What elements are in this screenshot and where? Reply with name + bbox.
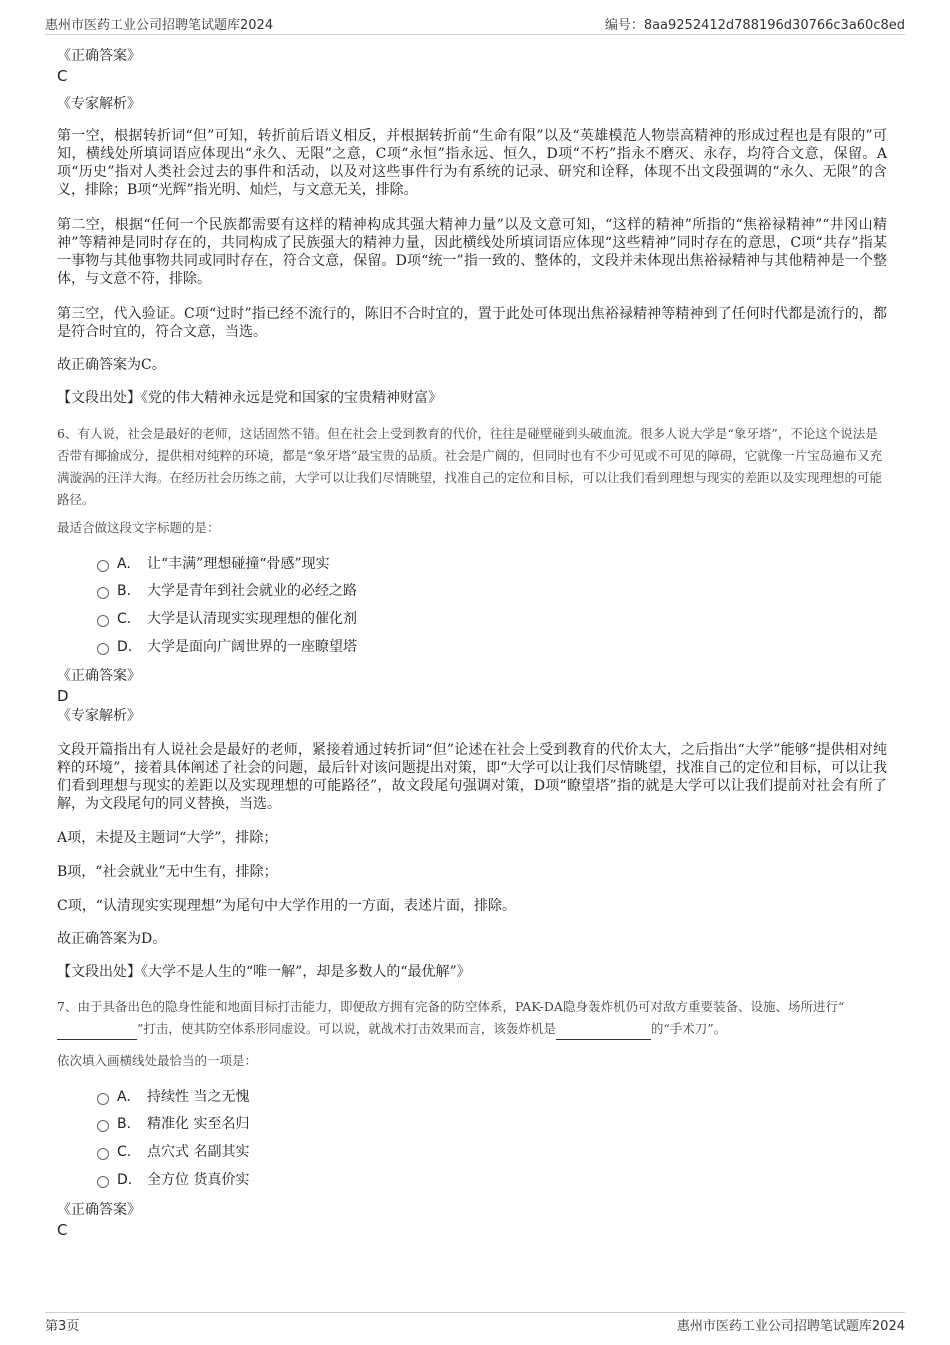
radio-icon[interactable]	[97, 1176, 109, 1188]
option-key: D.	[117, 1172, 133, 1188]
option-a[interactable]	[97, 1087, 249, 1109]
answer-label: 《正确答案》	[57, 48, 141, 64]
radio-icon[interactable]	[97, 1093, 109, 1105]
footer-title: 惠州市医药工业公司招聘笔试题库2024	[676, 1319, 905, 1334]
conclusion: 故正确答案为C。	[57, 357, 166, 373]
option-text: 持续性 当之无愧	[147, 1089, 250, 1105]
option-key: B.	[117, 1116, 132, 1132]
conclusion: 故正确答案为D。	[57, 931, 167, 947]
option-key: A.	[117, 556, 131, 572]
option-key: D.	[117, 639, 133, 655]
question-prompt: 依次填入画横线处最恰当的一项是：	[57, 1053, 258, 1068]
option-b[interactable]	[97, 1114, 249, 1136]
option-text: 大学是青年到社会就业的必经之路	[147, 583, 357, 599]
radio-icon[interactable]	[97, 587, 109, 599]
option-b[interactable]	[97, 581, 357, 603]
option-key: C.	[117, 1144, 132, 1160]
answer-value: C	[57, 1221, 68, 1239]
radio-icon[interactable]	[97, 1120, 109, 1132]
radio-icon[interactable]	[97, 560, 109, 572]
analysis-paragraph: 文段开篇指出有人说社会是最好的老师，紧接着通过转折词“但”论述在社会上受到教育的代价太大，之后指出“大学”能够“提供相对纯粹的环境”，接着具体阐述了社会的问题，最后针对该问题提出对策，即“大学可以让我们尽情眺望，找准自己的定位和目标，可以让我们看到理想与现实的差距以及实现理想的可能路径”，故文段尾句强调对策，D项“瞭望塔”指的就是大学可以让我们提前对社会有所了解，为文段尾句的同义替换，当选。	[57, 742, 887, 812]
page-number: 第3页	[45, 1319, 80, 1334]
option-text: 大学是认清现实实现理想的催化剂	[147, 611, 357, 627]
option-text: 大学是面向广阔世界的一座瞭望塔	[147, 639, 357, 655]
option-d[interactable]	[97, 1170, 249, 1192]
question-text	[57, 996, 887, 1040]
option-key: B.	[117, 583, 132, 599]
analysis-paragraph: B项，“社会就业”无中生有，排除；	[57, 864, 278, 880]
analysis-paragraph: 第一空，根据转折词“但”可知，转折前后语义相反，并根据转折前“生命有限”以及“英雄模范人物崇高精神的形成过程也是有限的”可知，横线处所填词语应体现出“永久、无限”之意，C项“永恒”指永远、恒久，D项“不朽”指永不磨灭、永存，均符合文意，保留。A项“历史”指对人类社会过去的事件和活动，以及对这些事件行为有系统的记录、研究和诠释，体现不出文段强调的“永久、无限”的含义，排除；B项“光辉”指光明、灿烂，与文意无关，排除。	[57, 128, 887, 198]
radio-icon[interactable]	[97, 643, 109, 655]
answer-value: C	[57, 67, 68, 85]
question-text: 6、有人说，社会是最好的老师，这话固然不错。但在社会上受到教育的代价，往往是碰壁碰到头破血流。很多人说大学是“象牙塔”，不论这个说法是否带有揶揄成分，提供相对纯粹的环境，都是“象牙塔”最宝贵的品质。社会是广阔的，但同时也有不少可见或不可见的障碍，它就像一片宝岛遍布又充满漩涡的汪洋大海。在经历社会历练之前，大学可以让我们尽情眺望，找准自己的定位和目标，可以让我们看到理想与现实的差距以及实现理想的可能路径。	[57, 426, 883, 507]
option-text: 让“丰满”理想碰撞“骨感”现实	[147, 556, 330, 572]
radio-icon[interactable]	[97, 615, 109, 627]
question-prompt: 最适合做这段文字标题的是：	[57, 520, 220, 535]
question-text-part: 7、由于具备出色的隐身性能和地面目标打击能力，即便敌方拥有完备的防空体系，PAK-DA隐身轰炸机仍可对敌方重要装备、设施、场所进行“	[57, 999, 845, 1014]
source-citation: 【文段出处】《大学不是人生的“唯一解”，却是多数人的“最优解”》	[57, 964, 471, 980]
answer-value: D	[57, 687, 69, 705]
question-text-part: 的“手术刀”。	[650, 1021, 727, 1036]
analysis-label: 《专家解析》	[57, 96, 141, 112]
answer-label: 《正确答案》	[57, 1202, 141, 1218]
page-header	[45, 10, 905, 35]
analysis-label: 《专家解析》	[57, 708, 141, 724]
analysis-paragraph: A项，未提及主题词“大学”，排除；	[57, 830, 278, 846]
option-text: 点穴式 名副其实	[147, 1144, 250, 1160]
header-title: 惠州市医药工业公司招聘笔试题库2024	[45, 18, 274, 33]
blank-line	[57, 1027, 137, 1040]
option-text: 全方位 货真价实	[147, 1172, 250, 1188]
option-key: A.	[117, 1089, 131, 1105]
source-citation: 【文段出处】《党的伟大精神永远是党和国家的宝贵精神财富》	[57, 390, 442, 406]
page-footer	[45, 1312, 905, 1335]
option-c[interactable]	[97, 609, 357, 631]
option-text: 精准化 实至名归	[147, 1116, 250, 1132]
analysis-paragraph: C项，“认清现实实现理想”为尾句中大学作用的一方面，表述片面，排除。	[57, 898, 517, 914]
header-code: 编号：8aa9252412d788196d30766c3a60c8ed	[604, 18, 905, 33]
analysis-paragraph: 第三空，代入验证。C项“过时”指已经不流行的，陈旧不合时宜的，置于此处可体现出焦裕禄精神等精神到了任何时代都是流行的，都是符合时宜的，符合文意，当选。	[57, 306, 887, 340]
option-a[interactable]	[97, 554, 330, 576]
radio-icon[interactable]	[97, 1148, 109, 1160]
option-c[interactable]	[97, 1142, 249, 1164]
blank-line	[556, 1027, 651, 1040]
answer-label: 《正确答案》	[57, 668, 141, 684]
analysis-paragraph: 第二空，根据“任何一个民族都需要有这样的精神构成其强大精神力量”以及文意可知，“这样的精神”所指的“焦裕禄精神”“井冈山精神”等精神是同时存在的，共同构成了民族强大的精神力量，因此横线处所填词语应体现“这些精神”同时存在的意思，C项“共存”指某一事物与其他事物共同或同时存在，符合文意，保留。D项“统一”指一致的、整体的，文段并未体现出焦裕禄精神与其他精神是一个整体，与文意不符，排除。	[57, 217, 887, 287]
option-d[interactable]	[97, 637, 357, 659]
option-key: C.	[117, 611, 132, 627]
question-text-part: ”打击，使其防空体系形同虚设。可以说，就战术打击效果而言，该轰炸机是	[137, 1021, 556, 1036]
